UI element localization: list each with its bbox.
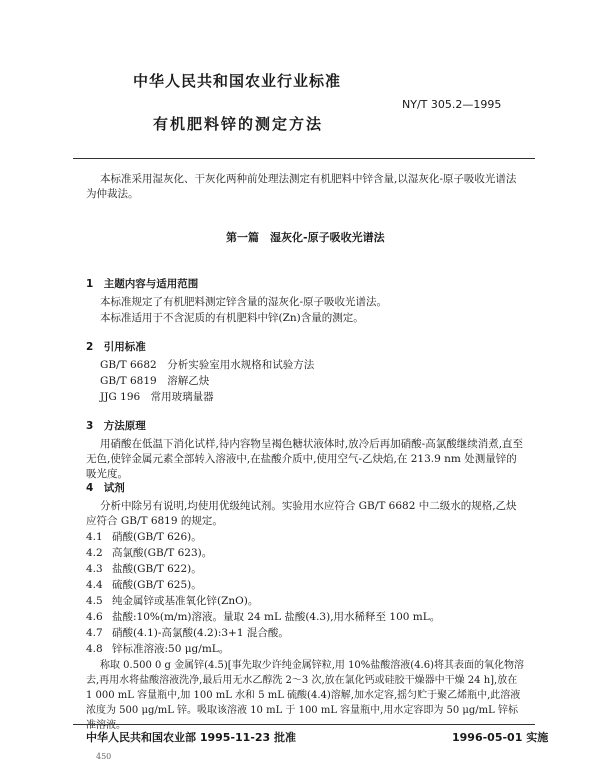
section-3-paragraph: 用硝酸在低温下消化试样,待内容物呈褐色糖状液体时,放冷后再加硝酸-高氯酸继续消煮,直至无色,使锌金属元素全部转入溶液中,在盐酸介质中,使用空气-乙炔焰,在 213.9 nm 处测量锌的吸光度。: [86, 438, 524, 480]
header-rule: [73, 158, 535, 159]
reagent-text: 锌标准溶液:50 μg/mL。: [112, 643, 230, 655]
reagent-text: 硫酸(GB/T 625)。: [112, 579, 202, 591]
reagent-text: 盐酸(GB/T 622)。: [112, 563, 202, 575]
standard-code: NY/T 305.2—1995: [402, 98, 502, 111]
page-number: 450: [96, 752, 112, 761]
reagent-item: [86, 530, 202, 545]
reagent-item: [86, 578, 202, 593]
reagent-number: 4.2: [86, 547, 103, 559]
reagent-text: 高氯酸(GB/T 623)。: [112, 547, 213, 559]
reagent-item: [86, 610, 440, 625]
section-1-paragraph-2: 本标准适用于不含泥质的有机肥料中锌(Zn)含量的测定。: [100, 312, 364, 324]
section-4-paragraph-1: 分析中除另有说明,均使用优级纯试剂。实验用水应符合 GB/T 6682 中二级水的规格,乙炔应符合 GB/T 6819 的规定。: [86, 500, 517, 527]
intro-paragraph: 本标准采用湿灰化、干灰化两种前处理法测定有机肥料中锌含量,以湿灰化-原子吸收光谱法为仲裁法。: [86, 173, 517, 200]
part-title: 第一篇 湿灰化-原子吸收光谱法: [226, 231, 385, 244]
reagent-text: 硝酸(GB/T 626)。: [112, 531, 202, 543]
reagent-number: 4.4: [86, 579, 103, 591]
approval-text: 中华人民共和国农业部 1995-11-23 批准: [86, 731, 297, 744]
reagent-text: 纯金属锌或基准氧化锌(ZnO)。: [112, 595, 259, 607]
reagent-item: [86, 626, 289, 641]
reagent-number: 4.5: [86, 595, 103, 607]
reagent-number: 4.1: [86, 531, 103, 543]
reagent-item: [86, 562, 202, 577]
section-1-paragraph-1: 本标准规定了有机肥料测定锌含量的湿灰化-原子吸收光谱法。: [100, 296, 388, 308]
standard-title: 中华人民共和国农业行业标准: [133, 72, 342, 90]
reagent-number: 4.3: [86, 563, 103, 575]
section-4-heading: 4 试剂: [86, 482, 125, 494]
reagent-number: 4.6: [86, 611, 103, 623]
section-1-heading: 1 主题内容与适用范围: [86, 278, 199, 290]
section-4-paragraph-2: 称取 0.500 0 g 金属锌(4.5)[事先取少许纯金属锌粒,用 10%盐酸溶液(4.6)将其表面的氧化物溶去,再用水将盐酸溶液洗净,最后用无水乙醇洗 2～3 次,放在氯化钙或硅胶干燥器中干燥 24 h],放在 1 000 mL 容量瓶中,加 100 mL 水和 5 mL 硫酸(4.4)溶解,加水定容,摇匀贮于聚乙烯瓶中,此溶液浓度为 500 μg/mL 锌。吸取该溶液 10 mL 于 100 mL 容量瓶中,用水定容即为 50 μg/mL 锌标准溶液。: [86, 660, 525, 731]
reagent-number: 4.8: [86, 643, 103, 655]
reference-item: GB/T 6819 溶解乙炔: [100, 375, 210, 387]
document-title: 有机肥料锌的测定方法: [153, 115, 324, 133]
reagent-item: [86, 546, 212, 561]
reagent-item: [86, 594, 258, 609]
reference-item: JJG 196 常用玻璃量器: [100, 391, 214, 403]
reagent-text: 盐酸:10%(m/m)溶液。量取 24 mL 盐酸(4.3),用水稀释至 100 mL。: [112, 611, 441, 623]
effective-text: 1996-05-01 实施: [452, 731, 549, 744]
section-3-heading: 3 方法原理: [86, 420, 146, 432]
reagent-text: 硝酸(4.1)-高氯酸(4.2):3+1 混合酸。: [112, 627, 289, 639]
reagent-item: [86, 642, 229, 657]
footer-rule: [73, 724, 535, 725]
reagent-number: 4.7: [86, 627, 103, 639]
section-2-heading: 2 引用标准: [86, 341, 146, 353]
reference-item: GB/T 6682 分析实验室用水规格和试验方法: [100, 359, 315, 371]
